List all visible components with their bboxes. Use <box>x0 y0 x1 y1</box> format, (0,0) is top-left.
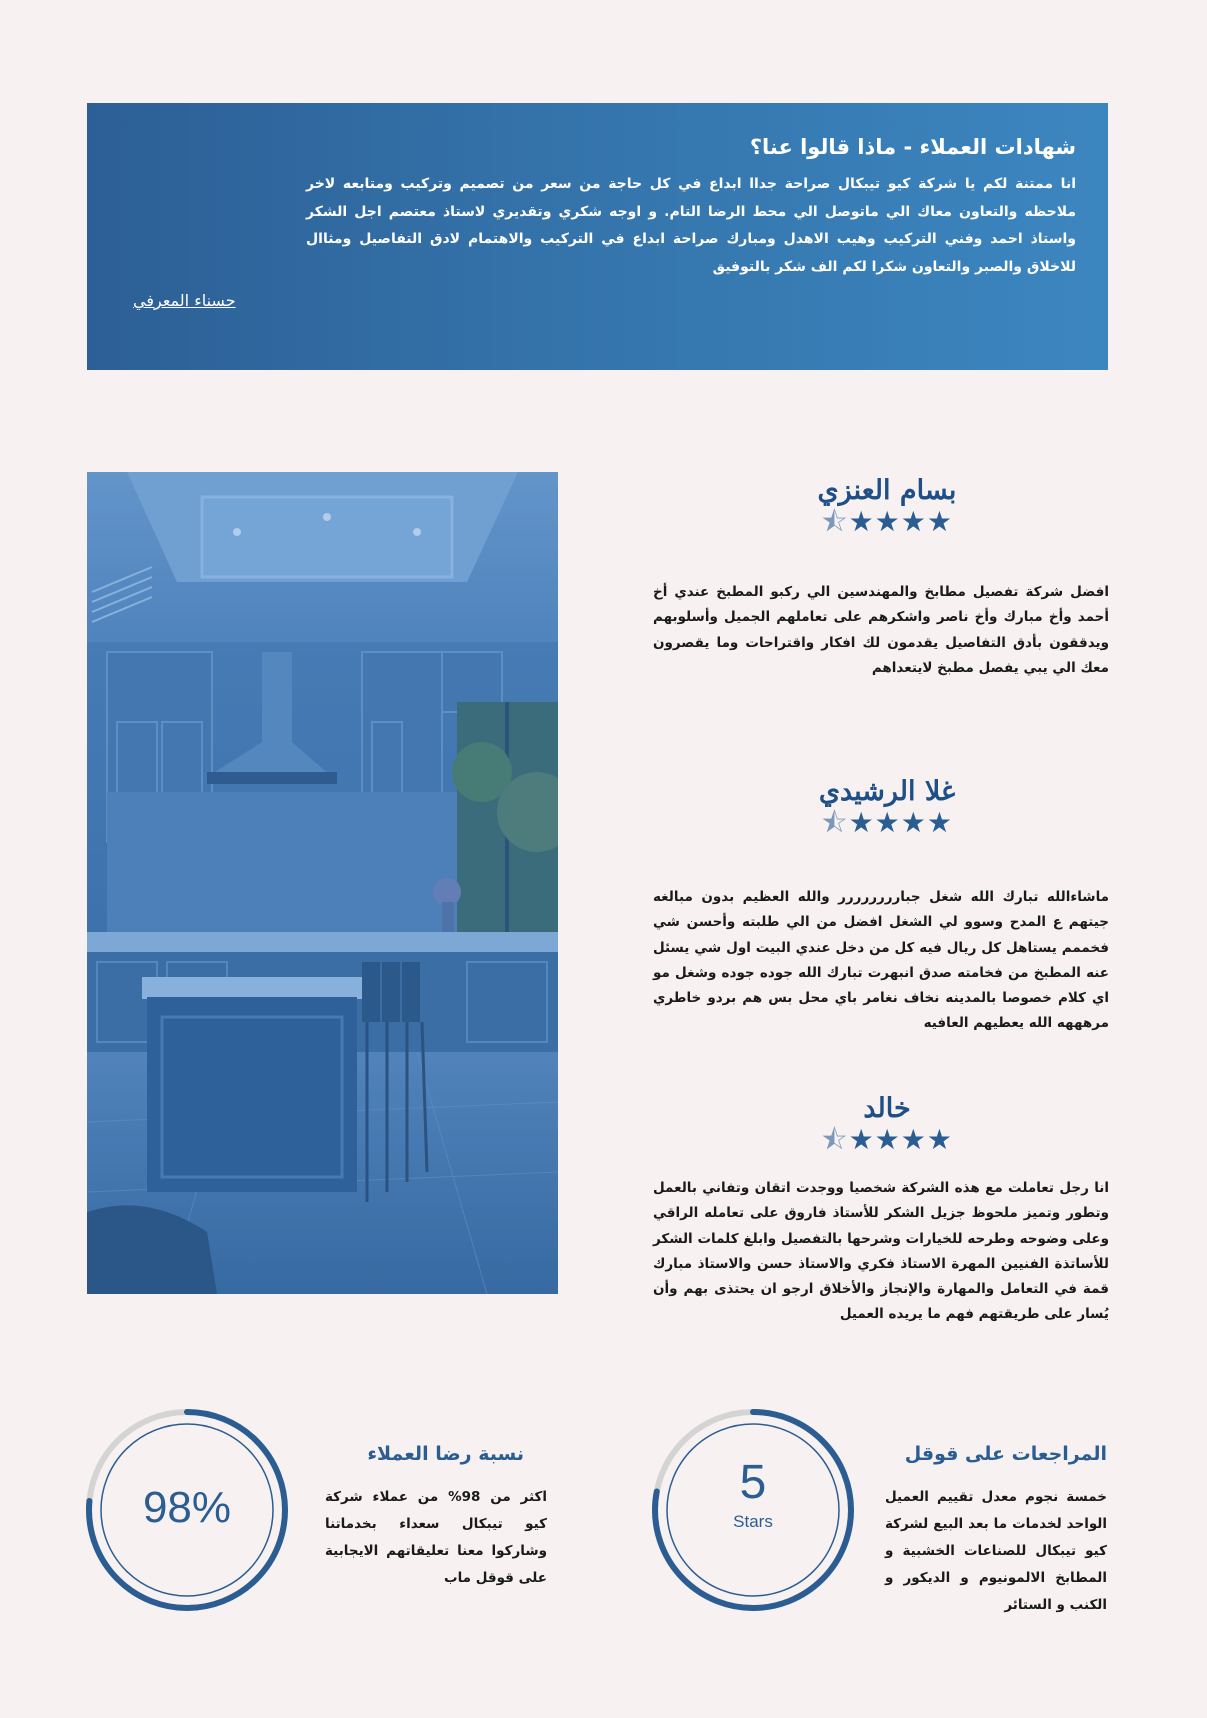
reviewer-name: خالد <box>863 1093 911 1124</box>
reviewer-name: بسام العنزي <box>817 475 957 506</box>
banner-testimonial-text: انا ممتنة لكم يا شركة كيو تيبكال صراحة جداا ابداع في كل حاجة من سعر من تصميم وتركيب ومتابعه لاخر ملاحظه والتعاون معاك الي ماتوصل الي محط الرضا التام. و اوجه شكري وتقديري لاستاذ معتصم اجل الشكر واستاذ احمد وفني التركيب وهيب الاهدل ومبارك صراحة ابداع في التركيب والاهتمام لادق التفاصيل ومثاال للاخلاق والصبر والتعاون شكرا لكم الف شكر بالتوفيق <box>306 176 1076 275</box>
review-text: انا رجل تعاملت مع هذه الشركة شخصيا ووجدت اتقان وتفاني بالعمل وتطور وتميز ملحوظ جزيل الشكر للأستاذ فاروق على تعامله الراقي وعلى وضوحه وطرحه للخيارات وشرحها بالتفصيل وابلغ كلمات الشكر للأساتذة الفنيين المهرة الاستاذ فكري والاستاذ حسن والاستاذ مبارك قمة في التعامل والمهارة والإنجاز والأخلاق ارجو ان يحتذى بهم وأن يُسار على طريقتهم فهم ما يريده العميل <box>653 1180 1109 1323</box>
google-reviews-text: خمسة نجوم معدل تقييم العميل الواحد لخدمات ما بعد البيع لشركة كيو تيبكال للصناعات الخشبية و المطابخ الالمونيوم و الديكور و الكنب و الستائر <box>885 1489 1107 1613</box>
star-rating <box>762 807 1012 839</box>
review-card-3 <box>653 1093 1109 1328</box>
google-reviews-title: المراجعات على قوقل <box>904 1443 1107 1465</box>
star-rating <box>762 1124 1012 1156</box>
satisfaction-value: 98% <box>142 1483 232 1532</box>
satisfaction-text: اكثر من 98% من عملاء شركة كيو تيبكال سعداء بخدماتنا وشاركوا معنا تعليقاتهم الايجابية على قوقل ماب <box>325 1489 547 1586</box>
google-rating-value: 5 <box>739 1456 767 1509</box>
star-half-icon: ⯪ <box>821 806 849 839</box>
star-half-icon: ⯪ <box>821 1123 849 1156</box>
review-card-2 <box>653 776 1109 1037</box>
review-text: افضل شركة تفصيل مطابخ والمهندسين الي ركبو المطبخ عندي أخ أحمد وأخ مبارك وأخ ناصر واشكرهم على تعاملهم الجميل وأسلوبهم ويدققون بأدق التفاصيل يقدمون لك افكار واقتراحات وما يقصرون معك الي يبي يفصل مطبخ لايتعداهم <box>653 584 1109 676</box>
kitchen-photo <box>87 472 558 1294</box>
satisfaction-title: نسبة رضا العملاء <box>367 1443 524 1465</box>
google-rating-unit: Stars <box>733 1512 773 1531</box>
review-text: ماشاءالله تبارك الله شغل جبارررررررر والله العظيم بدون مبالغه جيتهم ع المدح وسوو لي الشغل افضل من الي طلبته وأحسن شي فخممم يستاهل كل ريال فيه كل من دخل عندي البيت اول شي يسئل عنه المطبخ من فخامته صدق انبهرت تبارك الله جوده جوده وشغل مو اي كلام خصوصا بالمدينه نخاف نغامر باي محل بس هم بردو خاطري مرهههه الله يعطيهم العافيه <box>653 889 1109 1032</box>
stars-full: ★★★★ <box>848 1123 953 1156</box>
banner-author-link[interactable]: حسناء المعرفي <box>133 291 236 310</box>
star-half-icon: ⯪ <box>821 505 849 538</box>
kitchen-illustration <box>87 472 558 1294</box>
star-rating <box>762 506 1012 538</box>
stars-full: ★★★★ <box>848 806 953 839</box>
stars-full: ★★★★ <box>848 505 953 538</box>
review-card-1 <box>653 475 1109 681</box>
reviewer-name: غلا الرشيدي <box>818 776 956 807</box>
banner-title: شهادات العملاء - ماذا قالوا عنا؟ <box>749 135 1076 159</box>
testimonial-banner <box>87 103 1108 370</box>
